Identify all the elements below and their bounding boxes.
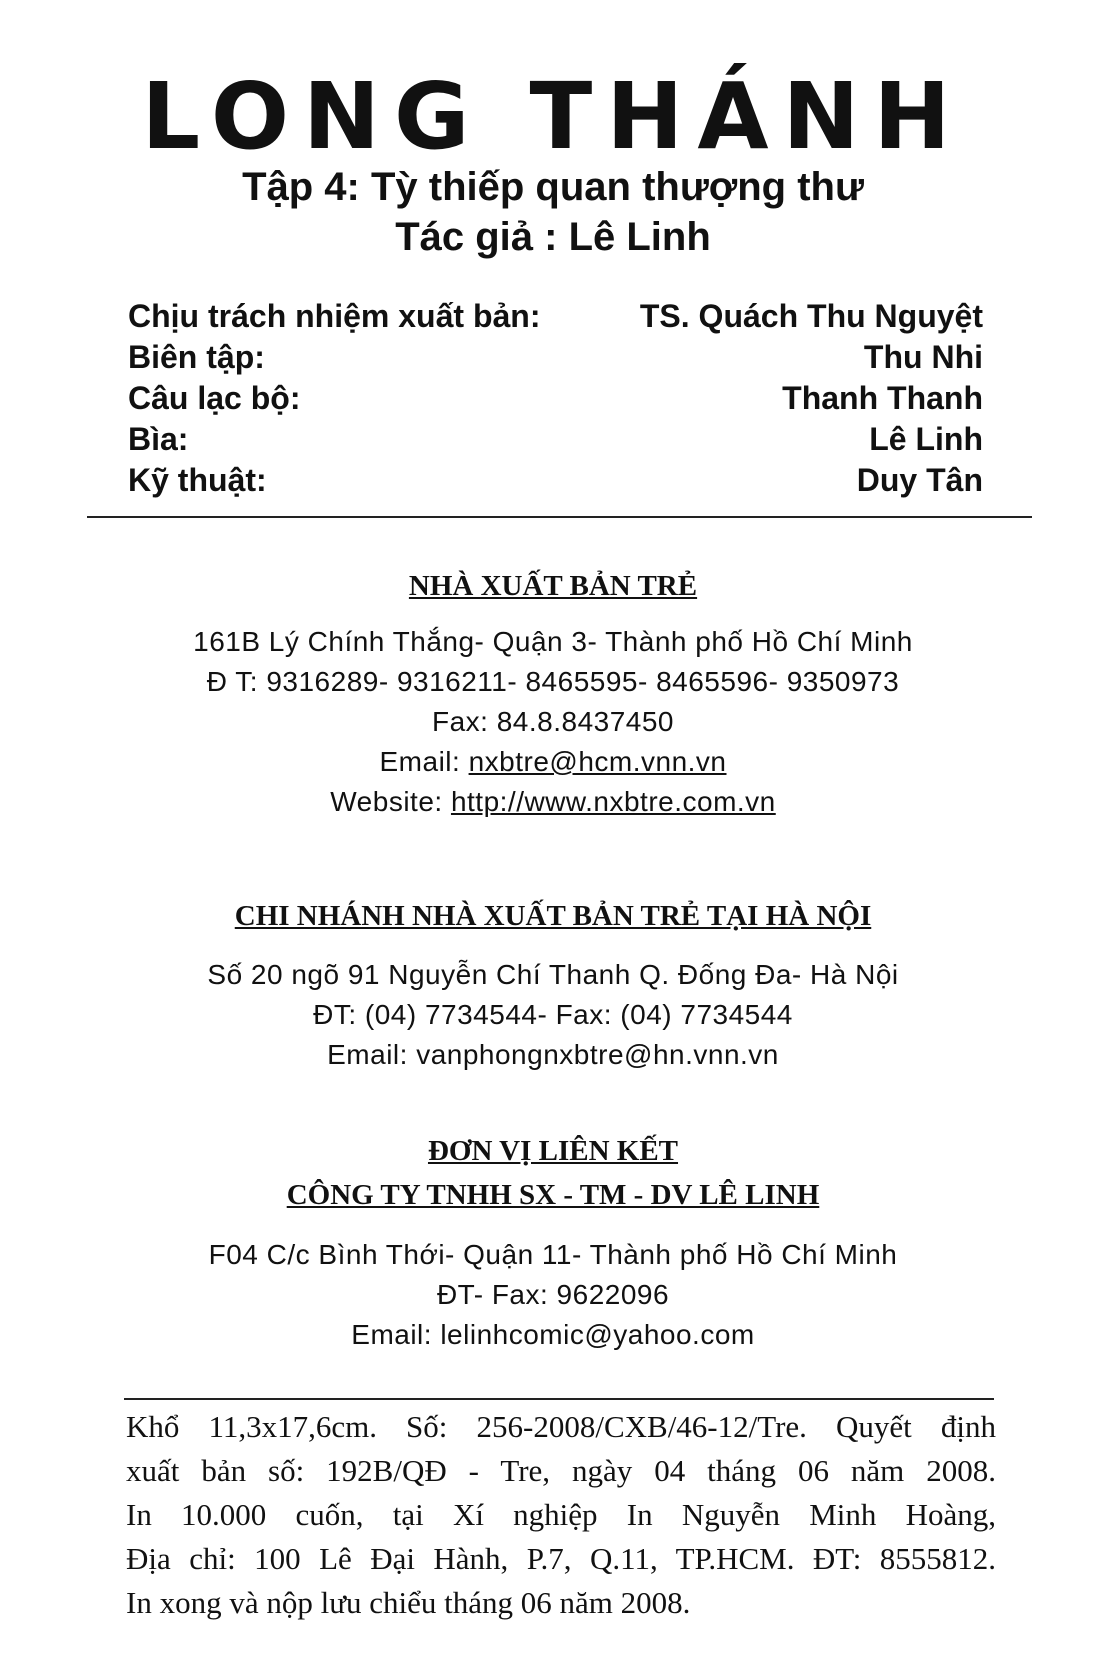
branch-email: Email: vanphongnxbtre@hn.vnn.vn xyxy=(327,1039,779,1070)
divider xyxy=(124,1398,994,1400)
branch-address: Số 20 ngõ 91 Nguyễn Chí Thanh Q. Đống Đa- Hà Nội xyxy=(207,959,899,990)
publisher-phone: Đ T: 9316289- 9316211- 8465595- 8465596- 9350973 xyxy=(206,666,900,697)
volume-title: Tập 4: Tỳ thiếp quan thượng thư xyxy=(242,165,864,209)
publisher-info xyxy=(0,622,1106,822)
credit-role: Biên tập: xyxy=(128,339,265,375)
credit-role: Câu lạc bộ: xyxy=(128,380,301,416)
branch-phone: ĐT: (04) 7734544- Fax: (04) 7734544 xyxy=(313,999,793,1030)
publisher-address: 161B Lý Chính Thắng- Quận 3- Thành phố Hồ Chí Minh xyxy=(193,626,913,657)
divider xyxy=(87,516,1032,518)
colophon-line: xuất bản số: 192B/QĐ - Tre, ngày 04 tháng 06 năm 2008. xyxy=(126,1453,996,1488)
branch-heading: CHI NHÁNH NHÀ XUẤT BẢN TRẺ TẠI HÀ NỘI xyxy=(234,900,872,932)
branch-info xyxy=(0,955,1106,1075)
book-title: LONG THÁNH xyxy=(141,63,965,170)
publisher-website-link[interactable]: http://www.nxbtre.com.vn xyxy=(450,786,776,817)
colophon-line: Địa chỉ: 100 Lê Đại Hành, P.7, Q.11, TP.HCM. ĐT: 8555812. xyxy=(126,1541,996,1576)
publisher-email-line xyxy=(0,742,1106,782)
partner-phone: ĐT- Fax: 9622096 xyxy=(436,1279,670,1310)
credits-list xyxy=(128,296,983,501)
credit-name: Thu Nhi xyxy=(863,339,983,375)
publisher-email-label: Email: xyxy=(379,746,461,777)
publisher-fax: Fax: 84.8.8437450 xyxy=(431,706,674,737)
colophon xyxy=(126,1405,996,1625)
partner-heading: ĐƠN VỊ LIÊN KẾT xyxy=(427,1135,679,1167)
credit-row xyxy=(128,460,983,501)
publisher-heading: NHÀ XUẤT BẢN TRẺ xyxy=(408,570,698,602)
credit-name: Lê Linh xyxy=(869,421,983,457)
colophon-line: In xong và nộp lưu chiểu tháng 06 năm 2008. xyxy=(126,1585,691,1620)
partner-info xyxy=(0,1235,1106,1355)
credit-row xyxy=(128,296,983,337)
colophon-line: In 10.000 cuốn, tại Xí nghiệp In Nguyễn Minh Hoàng, xyxy=(126,1497,996,1532)
partner-email: Email: lelinhcomic@yahoo.com xyxy=(351,1319,755,1350)
credit-name: Thanh Thanh xyxy=(782,380,983,416)
credit-role: Kỹ thuật: xyxy=(128,462,267,498)
credit-role: Bìa: xyxy=(128,421,189,457)
partner-address: F04 C/c Bình Thới- Quận 11- Thành phố Hồ Chí Minh xyxy=(208,1239,898,1270)
publisher-website-line xyxy=(0,782,1106,822)
credit-name: TS. Quách Thu Nguyệt xyxy=(639,298,983,334)
credit-role: Chịu trách nhiệm xuất bản: xyxy=(128,298,541,334)
credit-name: Duy Tân xyxy=(856,462,983,498)
credit-row xyxy=(128,337,983,378)
partner-company: CÔNG TY TNHH SX - TM - DV LÊ LINH xyxy=(286,1179,820,1211)
publisher-website-label: Website: xyxy=(330,786,443,817)
colophon-line: Khổ 11,3x17,6cm. Số: 256-2008/CXB/46-12/Tre. Quyết định xyxy=(126,1409,996,1444)
author-line: Tác giả : Lê Linh xyxy=(395,215,711,259)
publisher-email-link[interactable]: nxbtre@hcm.vnn.vn xyxy=(468,746,727,777)
credit-row xyxy=(128,378,983,419)
credit-row xyxy=(128,419,983,460)
